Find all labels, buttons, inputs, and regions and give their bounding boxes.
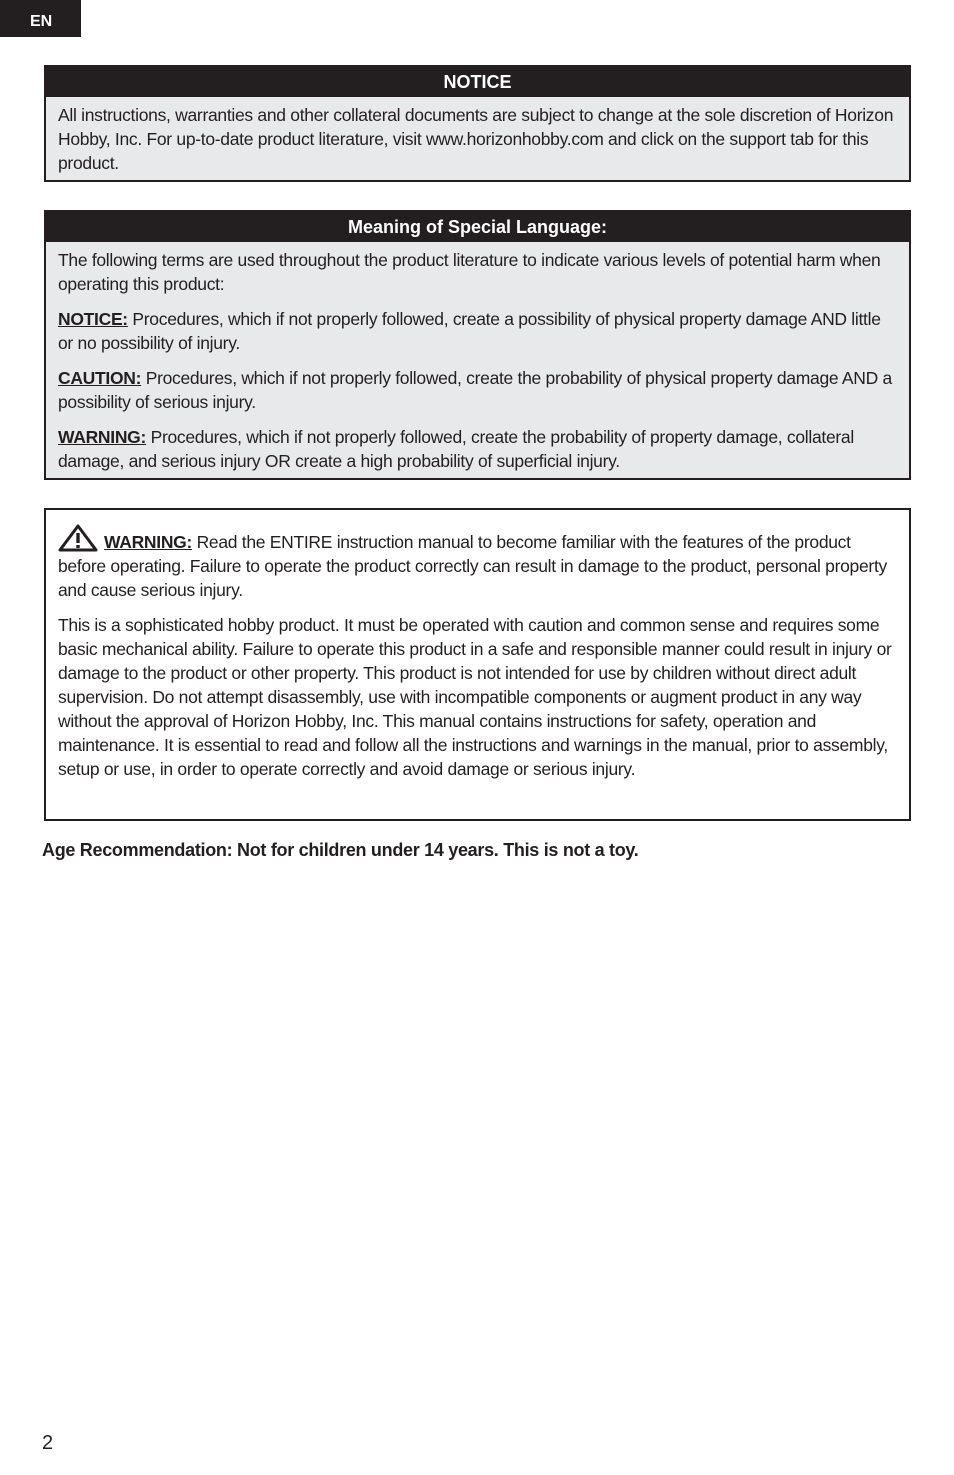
term-definition: Procedures, which if not properly followed, create the probability of property damage, collateral damage, and serious injury OR create a high probability of superficial injury. [58,427,854,471]
term-caution [58,366,897,414]
term-definition: Procedures, which if not properly followed, create a possibility of physical property damage AND little or no possibility of injury. [58,309,881,353]
warning-paragraph [58,524,897,602]
warning-triangle-icon [58,524,98,552]
age-recommendation: Age Recommendation: Not for children under 14 years. This is not a toy. [42,840,639,860]
notice-body [46,97,909,179]
warning-paragraph-2: This is a sophisticated hobby product. It must be operated with caution and common sense and requires some basic mechanical ability. Failure to operate this product in a safe and responsible manner could result in injury or damage to the product or other property. This product is not intended for use by children without direct adult supervision. Do not attempt disassembly, use with incompatible components or augment product in any way without the approval of Horizon Hobby, Inc. This manual contains instructions for safety, operation and maintenance. It is essential to read and follow all the instructions and warnings in the manual, prior to assembly, setup or use, in order to operate correctly and avoid damage or serious injury. [58,615,892,779]
special-language-body [46,242,909,477]
warning-text: Read the ENTIRE instruction manual to become familiar with the features of the product before operating. Failure to operate the product correctly can result in damage to the product, personal property and cause serious injury. [58,532,887,600]
language-tab: EN [0,0,81,37]
term-label: WARNING: [58,427,147,447]
special-language-intro: The following terms are used throughout the product literature to indicate various levels of potential harm when operating this product: [58,250,881,294]
warning-label: WARNING: [104,532,193,552]
warning-box [44,508,911,821]
term-label: CAUTION: [58,368,142,388]
term-notice [58,307,897,355]
special-language-title: Meaning of Special Language: [46,210,909,242]
page-number: 2 [42,1432,54,1454]
term-warning [58,425,897,473]
notice-box [44,65,911,182]
notice-title: NOTICE [46,65,909,97]
term-label: NOTICE: [58,309,128,329]
term-definition: Procedures, which if not properly followed, create the probability of physical property damage AND a possibility of serious injury. [58,368,892,412]
special-language-box [44,210,911,480]
notice-text: All instructions, warranties and other collateral documents are subject to change at the sole discretion of Horizon Hobby, Inc. For up-to-date product literature, visit www.horizonhobby.com and click on the support tab for this product. [58,105,894,173]
